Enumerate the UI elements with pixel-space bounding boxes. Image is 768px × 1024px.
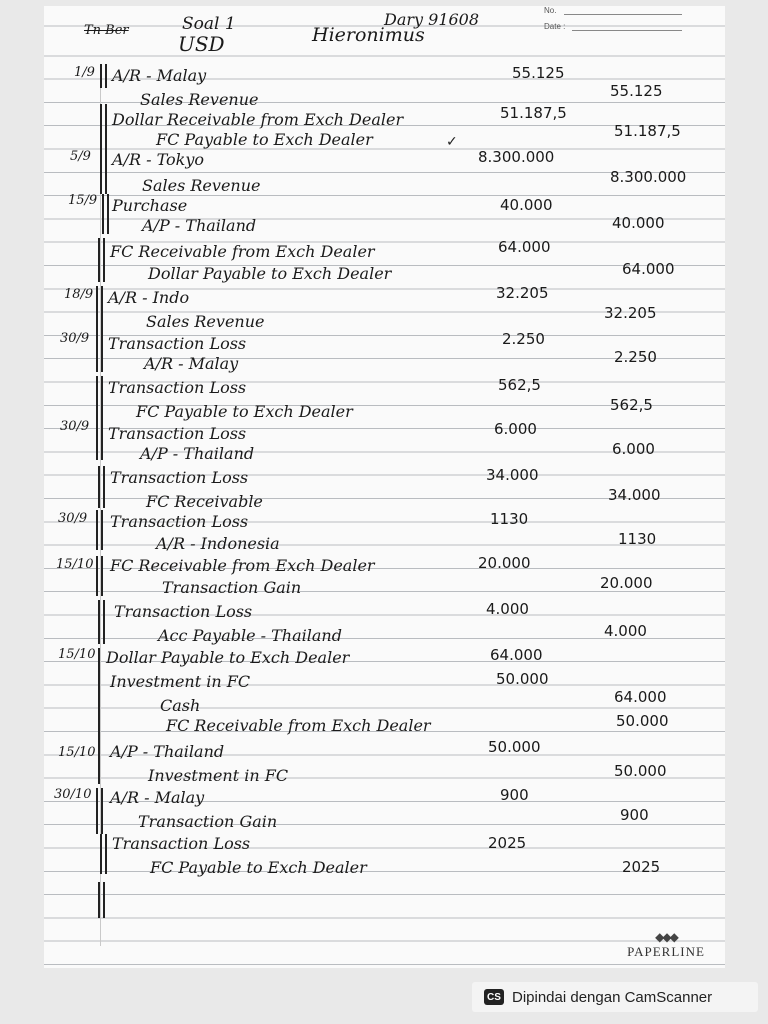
date-label: Date : — [544, 22, 566, 31]
entry-bar — [105, 104, 107, 148]
entry-date: 18/9 — [64, 287, 94, 302]
credit-amount: 2025 — [622, 858, 661, 876]
credit-amount: 900 — [620, 806, 649, 824]
credit-amount: 8.300.000 — [610, 168, 687, 186]
check-mark-icon: ✓ — [446, 134, 458, 150]
entry-bar — [107, 194, 109, 234]
entry-date: 15/10 — [58, 647, 96, 662]
currency-label: USD — [178, 32, 225, 56]
debit-amount: 20.000 — [478, 554, 531, 572]
credit-account: FC Payable to Exch Dealer — [156, 130, 373, 149]
entry-bar — [100, 64, 102, 88]
debit-amount: 1130 — [490, 510, 529, 528]
entry-bar — [101, 788, 103, 834]
entry-bar — [98, 648, 100, 742]
debit-account: Transaction Loss — [108, 334, 247, 353]
debit-amount: 50.000 — [488, 738, 541, 756]
credit-amount: 1130 — [618, 530, 657, 548]
entry-date: 30/9 — [58, 511, 88, 526]
credit-account: A/R - Malay — [144, 354, 239, 373]
entry-date: 30/10 — [54, 787, 92, 802]
entry-bar — [101, 556, 103, 596]
debit-account: Transaction Loss — [112, 834, 251, 853]
debit-account: Purchase — [112, 196, 188, 215]
credit-amount: 562,5 — [610, 396, 653, 414]
credit-amount: 6.000 — [612, 440, 655, 458]
debit-account: Transaction Loss — [108, 424, 247, 443]
entry-bar — [103, 882, 105, 918]
debit-account: A/P - Thailand — [110, 742, 225, 761]
entry-bar — [96, 556, 98, 596]
entry-date: 5/9 — [70, 149, 91, 164]
entry-bar — [103, 238, 105, 282]
camscanner-text: Dipindai dengan CamScanner — [512, 988, 713, 1006]
debit-amount: 51.187,5 — [500, 104, 567, 122]
debit-account: Transaction Loss — [114, 602, 253, 621]
debit-account: Dollar Payable to Exch Dealer — [106, 648, 350, 667]
entry-date: 15/9 — [68, 193, 98, 208]
credit-account: Dollar Payable to Exch Dealer — [148, 264, 392, 283]
entry-bar — [101, 332, 103, 372]
debit-amount: 562,5 — [498, 376, 541, 394]
entry-bar — [96, 420, 98, 460]
entry-bar — [98, 882, 100, 918]
entry-bar — [101, 510, 103, 550]
date-line — [572, 30, 682, 31]
credit-account: A/R - Indonesia — [156, 534, 280, 553]
no-line — [564, 14, 682, 15]
credit-account: A/P - Thailand — [142, 216, 257, 235]
credit-account: Sales Revenue — [140, 90, 259, 109]
entry-bar — [100, 104, 102, 148]
credit-amount: 50.000 — [616, 712, 669, 730]
notebook-page — [44, 6, 725, 968]
debit-amount: 64.000 — [498, 238, 551, 256]
debit-account: A/R - Malay — [110, 788, 205, 807]
entry-bar — [100, 148, 102, 194]
credit-account: FC Payable to Exch Dealer — [150, 858, 367, 877]
camscanner-watermark — [472, 982, 758, 1012]
entry-date: 1/9 — [74, 65, 95, 80]
entry-bar — [103, 600, 105, 644]
credit-account: FC Receivable — [146, 492, 263, 511]
entry-bar — [105, 64, 107, 88]
debit-account: A/R - Tokyo — [112, 150, 204, 169]
debit-account: FC Receivable from Exch Dealer — [110, 556, 375, 575]
entry-bar — [98, 466, 100, 508]
brand-name: PAPERLINE — [627, 944, 705, 959]
no-label: No. — [544, 6, 557, 15]
credit-account: Investment in FC — [148, 766, 289, 785]
debit-account: Transaction Loss — [110, 468, 249, 487]
debit-account: Investment in FC — [110, 672, 251, 691]
credit-account: FC Payable to Exch Dealer — [136, 402, 353, 421]
entry-bar — [105, 148, 107, 194]
entry-bar — [96, 788, 98, 834]
debit-amount: 2.250 — [502, 330, 545, 348]
entry-bar — [101, 376, 103, 420]
credit-amount: 4.000 — [604, 622, 647, 640]
debit-amount: 2025 — [488, 834, 527, 852]
debit-account: FC Receivable from Exch Dealer — [110, 242, 375, 261]
debit-account: Dollar Receivable from Exch Dealer — [112, 110, 404, 129]
debit-amount: 32.205 — [496, 284, 549, 302]
debit-amount: 34.000 — [486, 466, 539, 484]
debit-amount: 6.000 — [494, 420, 537, 438]
credit-amount: 34.000 — [608, 486, 661, 504]
debit-account: Transaction Loss — [108, 378, 247, 397]
entry-bar — [96, 376, 98, 420]
debit-account: A/R - Malay — [112, 66, 207, 85]
entry-date: 15/10 — [58, 745, 96, 760]
credit-amount: 40.000 — [612, 214, 665, 232]
debit-amount: 8.300.000 — [478, 148, 555, 166]
paperline-mark-icon: ◆◆◆ — [655, 930, 677, 944]
debit-amount: 4.000 — [486, 600, 529, 618]
credit-account: Acc Payable - Thailand — [158, 626, 342, 645]
entry-bar — [103, 466, 105, 508]
entry-bar — [98, 600, 100, 644]
credit-account: Cash — [160, 696, 201, 715]
entry-date: 30/9 — [60, 419, 90, 434]
entry-bar — [101, 420, 103, 460]
credit-account: Sales Revenue — [142, 176, 261, 195]
problem-label: Soal 1 — [182, 14, 236, 34]
debit-account: Transaction Loss — [110, 512, 249, 531]
student-name: Hieronimus — [312, 24, 425, 46]
debit-amount: 900 — [500, 786, 529, 804]
entry-bar — [105, 834, 107, 874]
credit-amount: 64.000 — [614, 688, 667, 706]
credit-amount: 55.125 — [610, 82, 663, 100]
credit-account: A/P - Thailand — [140, 444, 255, 463]
debit-amount: 40.000 — [500, 196, 553, 214]
student-id: Dary 91608 — [384, 10, 480, 29]
credit-amount: 51.187,5 — [614, 122, 681, 140]
paperline-logo — [616, 930, 716, 960]
debit-amount: 50.000 — [496, 670, 549, 688]
debit-amount: 64.000 — [490, 646, 543, 664]
credit-amount: 2.250 — [614, 348, 657, 366]
debit-amount: 55.125 — [512, 64, 565, 82]
entry-bar — [98, 742, 100, 784]
credit-amount: 32.205 — [604, 304, 657, 322]
entry-bar — [96, 510, 98, 550]
entry-bar — [102, 194, 104, 234]
entry-bar — [96, 286, 98, 332]
credit-amount: 64.000 — [622, 260, 675, 278]
credit-account: FC Receivable from Exch Dealer — [166, 716, 431, 735]
credit-account: Sales Revenue — [146, 312, 265, 331]
credit-account: Transaction Gain — [162, 578, 302, 597]
entry-date: 15/10 — [56, 557, 94, 572]
entry-date: 30/9 — [60, 331, 90, 346]
debit-account: A/R - Indo — [108, 288, 190, 307]
scribble-icon: Tn Ber — [84, 23, 129, 38]
credit-account: Transaction Gain — [138, 812, 278, 831]
entry-bar — [96, 332, 98, 372]
credit-amount: 50.000 — [614, 762, 667, 780]
entry-bar — [100, 834, 102, 874]
credit-amount: 20.000 — [600, 574, 653, 592]
camscanner-icon: CS — [484, 989, 504, 1005]
entry-bar — [98, 238, 100, 282]
entry-bar — [101, 286, 103, 332]
